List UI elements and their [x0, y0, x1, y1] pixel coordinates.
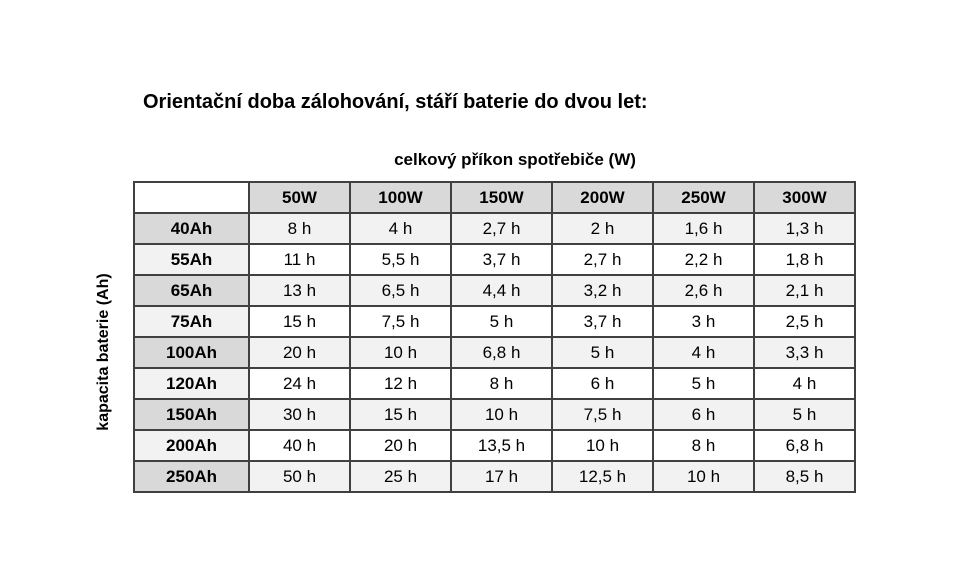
value-cell: 5 h [552, 337, 653, 368]
page-title: Orientační doba zálohování, stáří baterie do dvou let: [143, 91, 648, 113]
value-cell: 2,1 h [754, 275, 855, 306]
row-header-cell: 150Ah [134, 399, 249, 430]
column-header-cell: 200W [552, 182, 653, 213]
value-cell: 7,5 h [552, 399, 653, 430]
value-cell: 6 h [552, 368, 653, 399]
table-row [134, 399, 855, 430]
table-row [134, 368, 855, 399]
value-cell: 10 h [552, 430, 653, 461]
table-row [134, 275, 855, 306]
value-cell: 15 h [350, 399, 451, 430]
value-cell: 25 h [350, 461, 451, 492]
table-header [134, 182, 855, 213]
value-cell: 6,8 h [754, 430, 855, 461]
column-header-cell: 50W [249, 182, 350, 213]
table-row [134, 461, 855, 492]
value-cell: 10 h [653, 461, 754, 492]
value-cell: 24 h [249, 368, 350, 399]
value-cell: 13,5 h [451, 430, 552, 461]
value-cell: 8,5 h [754, 461, 855, 492]
row-header-cell: 40Ah [134, 213, 249, 244]
column-axis-label: celkový příkon spotřebiče (W) [394, 150, 636, 169]
column-header-cell: 300W [754, 182, 855, 213]
value-cell: 20 h [350, 430, 451, 461]
row-header-cell: 75Ah [134, 306, 249, 337]
value-cell: 5,5 h [350, 244, 451, 275]
row-header-cell: 250Ah [134, 461, 249, 492]
value-cell: 4 h [754, 368, 855, 399]
value-cell: 2,5 h [754, 306, 855, 337]
row-header-cell: 120Ah [134, 368, 249, 399]
value-cell: 10 h [451, 399, 552, 430]
value-cell: 5 h [451, 306, 552, 337]
row-axis-label: kapacita baterie (Ah) [95, 273, 112, 431]
value-cell: 40 h [249, 430, 350, 461]
value-cell: 1,6 h [653, 213, 754, 244]
value-cell: 3 h [653, 306, 754, 337]
value-cell: 8 h [249, 213, 350, 244]
value-cell: 12 h [350, 368, 451, 399]
value-cell: 12,5 h [552, 461, 653, 492]
value-cell: 6,8 h [451, 337, 552, 368]
value-cell: 2 h [552, 213, 653, 244]
value-cell: 2,6 h [653, 275, 754, 306]
value-cell: 3,3 h [754, 337, 855, 368]
value-cell: 13 h [249, 275, 350, 306]
value-cell: 2,7 h [451, 213, 552, 244]
value-cell: 1,3 h [754, 213, 855, 244]
value-cell: 1,8 h [754, 244, 855, 275]
value-cell: 8 h [653, 430, 754, 461]
column-header-cell: 150W [451, 182, 552, 213]
value-cell: 2,7 h [552, 244, 653, 275]
row-header-cell: 200Ah [134, 430, 249, 461]
value-cell: 4 h [653, 337, 754, 368]
column-header-cell: 250W [653, 182, 754, 213]
value-cell: 5 h [754, 399, 855, 430]
table-row [134, 430, 855, 461]
value-cell: 6,5 h [350, 275, 451, 306]
value-cell: 30 h [249, 399, 350, 430]
row-header-cell: 65Ah [134, 275, 249, 306]
value-cell: 4,4 h [451, 275, 552, 306]
corner-cell [134, 182, 249, 213]
value-cell: 3,7 h [451, 244, 552, 275]
value-cell: 17 h [451, 461, 552, 492]
value-cell: 10 h [350, 337, 451, 368]
table-row [134, 244, 855, 275]
row-header-cell: 55Ah [134, 244, 249, 275]
value-cell: 2,2 h [653, 244, 754, 275]
value-cell: 7,5 h [350, 306, 451, 337]
table-body [134, 213, 855, 492]
row-header-cell: 100Ah [134, 337, 249, 368]
value-cell: 3,7 h [552, 306, 653, 337]
value-cell: 11 h [249, 244, 350, 275]
value-cell: 20 h [249, 337, 350, 368]
value-cell: 4 h [350, 213, 451, 244]
table-row [134, 213, 855, 244]
header-row [134, 182, 855, 213]
value-cell: 6 h [653, 399, 754, 430]
value-cell: 8 h [451, 368, 552, 399]
column-header-cell: 100W [350, 182, 451, 213]
value-cell: 50 h [249, 461, 350, 492]
table-row [134, 337, 855, 368]
value-cell: 3,2 h [552, 275, 653, 306]
value-cell: 15 h [249, 306, 350, 337]
table-row [134, 306, 855, 337]
backup-time-table [133, 181, 856, 493]
value-cell: 5 h [653, 368, 754, 399]
